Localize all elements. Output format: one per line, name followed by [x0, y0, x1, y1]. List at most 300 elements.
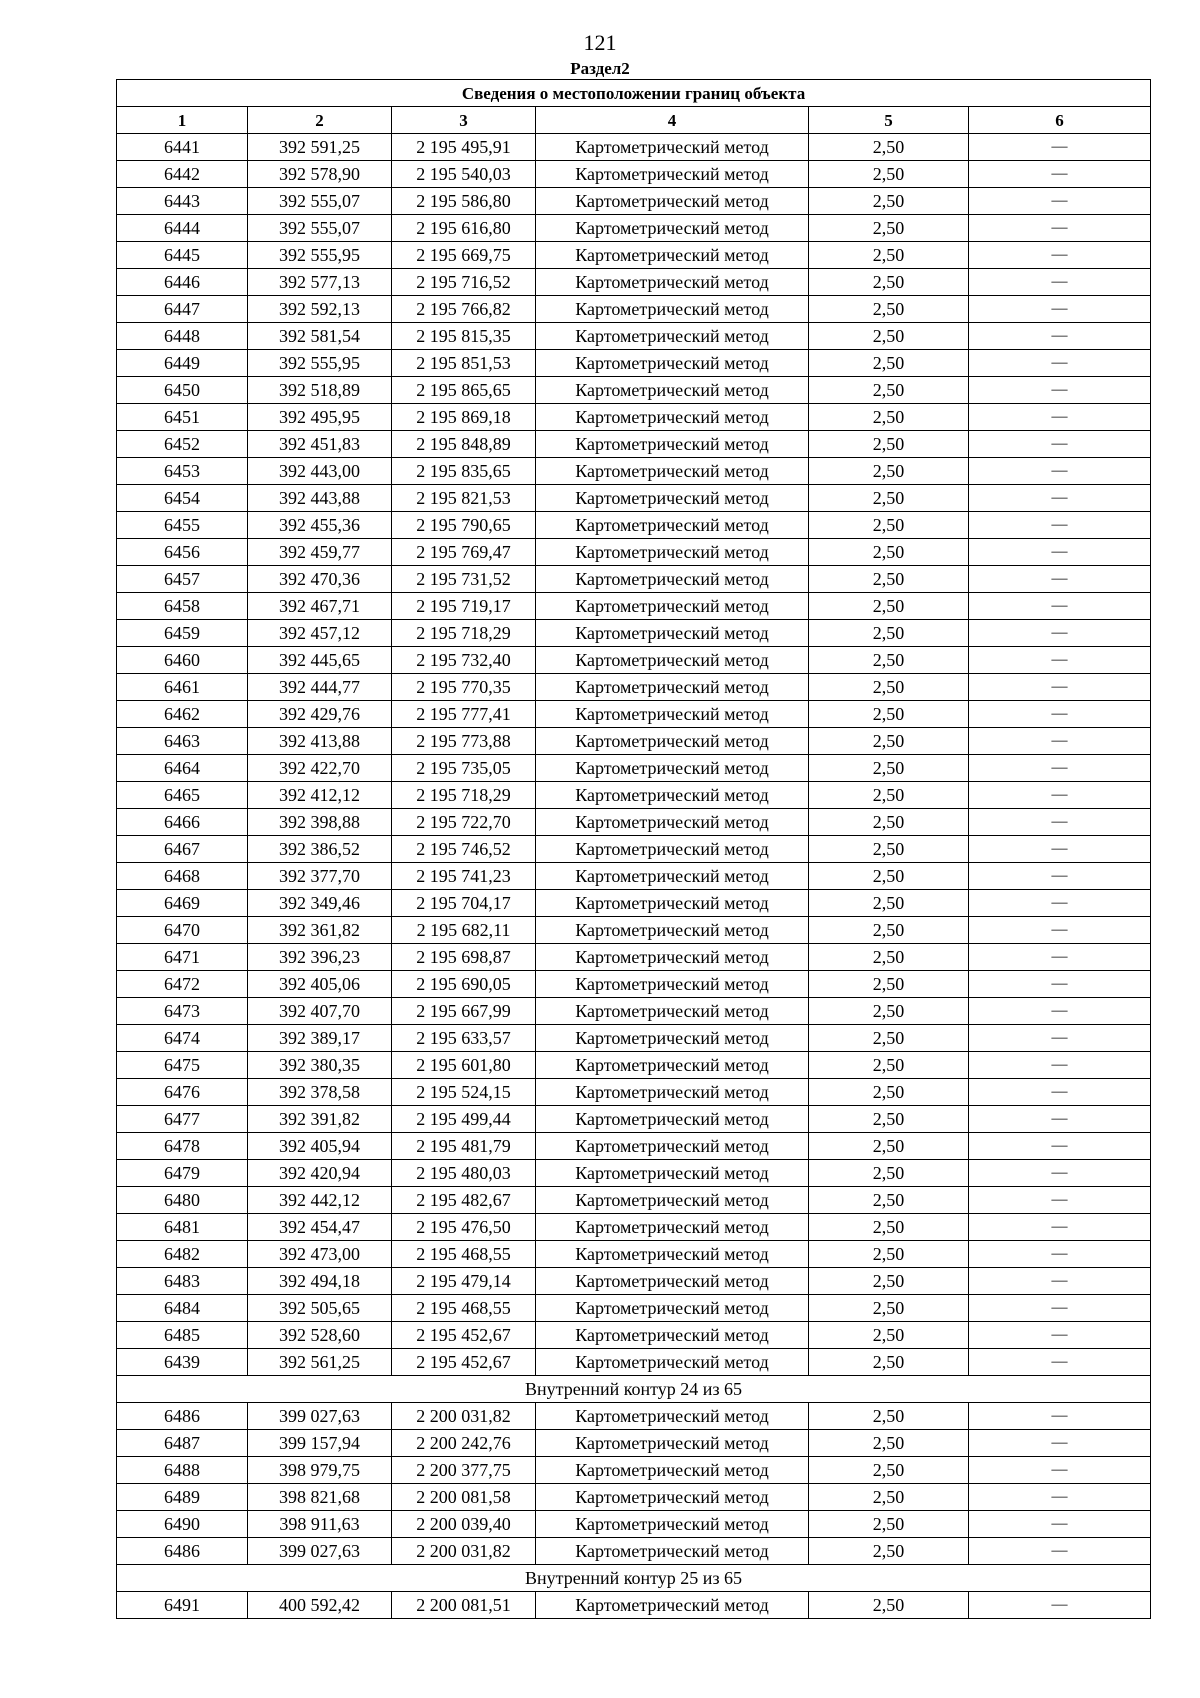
table-cell: 392 444,77 — [248, 674, 392, 701]
table-cell: Картометрический метод — [536, 1241, 809, 1268]
table-row — [117, 971, 1151, 998]
table-cell: 392 349,46 — [248, 890, 392, 917]
table-cell: 2 195 719,17 — [392, 593, 536, 620]
table-cell: 2,50 — [809, 1214, 969, 1241]
table-row — [117, 1349, 1151, 1376]
table-cell: 2 195 669,75 — [392, 242, 536, 269]
page-number: 121 — [583, 30, 617, 55]
table-row — [117, 593, 1151, 620]
table-cell: 6478 — [117, 1133, 248, 1160]
table-cell: 2,50 — [809, 1457, 969, 1484]
table-cell: Картометрический метод — [536, 809, 809, 836]
table-cell: 2 195 476,50 — [392, 1214, 536, 1241]
table-cell: 6448 — [117, 323, 248, 350]
table-row — [117, 917, 1151, 944]
table-cell: 2 195 848,89 — [392, 431, 536, 458]
table-row — [117, 890, 1151, 917]
table-cell: 6450 — [117, 377, 248, 404]
table-cell: Картометрический метод — [536, 242, 809, 269]
table-cell: — — [969, 269, 1151, 296]
table-cell: 2 195 731,52 — [392, 566, 536, 593]
table-cell: 2 195 722,70 — [392, 809, 536, 836]
table-caption-row — [117, 80, 1151, 107]
table-cell: 2,50 — [809, 917, 969, 944]
table-cell: 2 195 633,57 — [392, 1025, 536, 1052]
table-cell: 6467 — [117, 836, 248, 863]
table-cell: 392 592,13 — [248, 296, 392, 323]
column-header: 3 — [392, 107, 536, 134]
table-cell: Картометрический метод — [536, 1295, 809, 1322]
table-cell: 6446 — [117, 269, 248, 296]
table-cell: — — [969, 809, 1151, 836]
table-cell: 2,50 — [809, 755, 969, 782]
table-cell: Картометрический метод — [536, 1214, 809, 1241]
table-cell: 2,50 — [809, 1052, 969, 1079]
table-cell: 2,50 — [809, 971, 969, 998]
table-cell: Картометрический метод — [536, 1025, 809, 1052]
table-cell: 399 027,63 — [248, 1403, 392, 1430]
table-row — [117, 647, 1151, 674]
table-cell: — — [969, 1187, 1151, 1214]
table-row — [117, 1079, 1151, 1106]
table-cell: 2 195 586,80 — [392, 188, 536, 215]
table-row — [117, 1025, 1151, 1052]
table-cell: — — [969, 1484, 1151, 1511]
table-cell: 2 195 452,67 — [392, 1349, 536, 1376]
table-cell: 392 380,35 — [248, 1052, 392, 1079]
table-cell: Картометрический метод — [536, 1322, 809, 1349]
table-cell: 6461 — [117, 674, 248, 701]
table-row — [117, 512, 1151, 539]
table-row — [117, 188, 1151, 215]
table-cell: 2 195 716,52 — [392, 269, 536, 296]
table-cell: 392 422,70 — [248, 755, 392, 782]
table-cell: 392 429,76 — [248, 701, 392, 728]
table-row — [117, 1538, 1151, 1565]
table-cell: 6486 — [117, 1403, 248, 1430]
table-cell: 6472 — [117, 971, 248, 998]
table-cell: 6439 — [117, 1349, 248, 1376]
table-cell: 6451 — [117, 404, 248, 431]
table-row — [117, 1430, 1151, 1457]
table-cell: Картометрический метод — [536, 1133, 809, 1160]
table-cell: Картометрический метод — [536, 188, 809, 215]
table-cell: 6476 — [117, 1079, 248, 1106]
table-cell: — — [969, 1295, 1151, 1322]
table-cell: 2,50 — [809, 1106, 969, 1133]
table-cell: Картометрический метод — [536, 350, 809, 377]
table-cell: Картометрический метод — [536, 1160, 809, 1187]
table-cell: 6488 — [117, 1457, 248, 1484]
table-cell: — — [969, 1214, 1151, 1241]
table-cell: — — [969, 1511, 1151, 1538]
table-cell: 2 195 766,82 — [392, 296, 536, 323]
table-cell: 2,50 — [809, 269, 969, 296]
table-row — [117, 1268, 1151, 1295]
table-row — [117, 242, 1151, 269]
table-cell: Картометрический метод — [536, 782, 809, 809]
table-cell: Картометрический метод — [536, 593, 809, 620]
table-cell: 2 195 452,67 — [392, 1322, 536, 1349]
table-cell: 2,50 — [809, 863, 969, 890]
table-row — [117, 1133, 1151, 1160]
table-cell: 2 195 524,15 — [392, 1079, 536, 1106]
table-cell: Картометрический метод — [536, 485, 809, 512]
table-cell: 2,50 — [809, 674, 969, 701]
table-cell: 392 420,94 — [248, 1160, 392, 1187]
table-cell: — — [969, 134, 1151, 161]
table-row — [117, 836, 1151, 863]
table-cell: 2,50 — [809, 1160, 969, 1187]
table-row — [117, 701, 1151, 728]
table-cell: 6443 — [117, 188, 248, 215]
table-cell: 2 195 732,40 — [392, 647, 536, 674]
table-row — [117, 809, 1151, 836]
table-cell: 392 405,06 — [248, 971, 392, 998]
table-cell: 392 494,18 — [248, 1268, 392, 1295]
table-cell: 2 195 481,79 — [392, 1133, 536, 1160]
table-cell: — — [969, 566, 1151, 593]
table-cell: 6484 — [117, 1295, 248, 1322]
table-row — [117, 782, 1151, 809]
table-row — [117, 458, 1151, 485]
table-cell: Картометрический метод — [536, 674, 809, 701]
table-cell: 2 200 031,82 — [392, 1403, 536, 1430]
table-cell: 392 454,47 — [248, 1214, 392, 1241]
table-cell: 2,50 — [809, 566, 969, 593]
table-cell: 392 457,12 — [248, 620, 392, 647]
table-cell: 392 386,52 — [248, 836, 392, 863]
table-cell: 2,50 — [809, 1403, 969, 1430]
table-cell: 6453 — [117, 458, 248, 485]
table-cell: — — [969, 512, 1151, 539]
table-cell: 392 391,82 — [248, 1106, 392, 1133]
table-cell: Картометрический метод — [536, 404, 809, 431]
table-cell: 392 473,00 — [248, 1241, 392, 1268]
table-cell: 2 195 821,53 — [392, 485, 536, 512]
table-cell: 6462 — [117, 701, 248, 728]
table-cell: Картометрический метод — [536, 566, 809, 593]
table-row — [117, 998, 1151, 1025]
table-row — [117, 377, 1151, 404]
table-cell: 2 195 698,87 — [392, 944, 536, 971]
table-cell: 2,50 — [809, 431, 969, 458]
table-cell: 2 195 468,55 — [392, 1295, 536, 1322]
table-cell: 2 200 242,76 — [392, 1430, 536, 1457]
table-cell: — — [969, 620, 1151, 647]
table-cell: 392 451,83 — [248, 431, 392, 458]
table-cell: 392 443,00 — [248, 458, 392, 485]
table-cell: 2,50 — [809, 539, 969, 566]
table-row — [117, 944, 1151, 971]
table-cell: — — [969, 1268, 1151, 1295]
table-cell: 392 443,88 — [248, 485, 392, 512]
table-cell: 6449 — [117, 350, 248, 377]
table-cell: 2 195 601,80 — [392, 1052, 536, 1079]
table-cell: Картометрический метод — [536, 215, 809, 242]
table-cell: 2 195 690,05 — [392, 971, 536, 998]
table-cell: — — [969, 431, 1151, 458]
table-cell: — — [969, 782, 1151, 809]
table-row — [117, 404, 1151, 431]
table-cell: — — [969, 1430, 1151, 1457]
table-cell: 6455 — [117, 512, 248, 539]
table-cell: — — [969, 1025, 1151, 1052]
table-cell: 6457 — [117, 566, 248, 593]
table-cell: — — [969, 539, 1151, 566]
table-cell: 2,50 — [809, 296, 969, 323]
table-cell: 2 195 482,67 — [392, 1187, 536, 1214]
table-cell: 2,50 — [809, 404, 969, 431]
table-cell: 2 195 851,53 — [392, 350, 536, 377]
table-row — [117, 134, 1151, 161]
table-cell: Картометрический метод — [536, 1187, 809, 1214]
table-cell: Картометрический метод — [536, 1538, 809, 1565]
table-cell: 2 195 667,99 — [392, 998, 536, 1025]
table-cell: 2,50 — [809, 728, 969, 755]
table-cell: 6491 — [117, 1592, 248, 1619]
table-cell: 6481 — [117, 1214, 248, 1241]
table-row — [117, 1106, 1151, 1133]
table-cell: Картометрический метод — [536, 161, 809, 188]
table-row — [117, 1214, 1151, 1241]
contour-row — [117, 1376, 1151, 1403]
table-cell: 2 195 735,05 — [392, 755, 536, 782]
boundary-table — [116, 79, 1151, 1619]
table-cell: 392 561,25 — [248, 1349, 392, 1376]
table-cell: 392 518,89 — [248, 377, 392, 404]
table-cell: 392 442,12 — [248, 1187, 392, 1214]
table-cell: 2,50 — [809, 350, 969, 377]
column-header: 4 — [536, 107, 809, 134]
table-cell: — — [969, 323, 1151, 350]
table-cell: 2,50 — [809, 215, 969, 242]
table-cell: 2 195 769,47 — [392, 539, 536, 566]
table-cell: 6468 — [117, 863, 248, 890]
table-cell: Картометрический метод — [536, 458, 809, 485]
table-caption: Сведения о местоположении границ объекта — [117, 80, 1151, 107]
table-cell: 392 591,25 — [248, 134, 392, 161]
table-cell: 392 495,95 — [248, 404, 392, 431]
table-cell: 392 398,88 — [248, 809, 392, 836]
table-cell: — — [969, 188, 1151, 215]
table-cell: 6466 — [117, 809, 248, 836]
table-cell: — — [969, 377, 1151, 404]
table-cell: Картометрический метод — [536, 1511, 809, 1538]
table-cell: — — [969, 593, 1151, 620]
table-cell: — — [969, 674, 1151, 701]
table-cell: — — [969, 1160, 1151, 1187]
table-cell: 2 195 540,03 — [392, 161, 536, 188]
table-cell: — — [969, 755, 1151, 782]
table-cell: 2,50 — [809, 1295, 969, 1322]
table-cell: — — [969, 647, 1151, 674]
table-cell: 6452 — [117, 431, 248, 458]
contour-row — [117, 1565, 1151, 1592]
table-cell: 2 195 480,03 — [392, 1160, 536, 1187]
table-row — [117, 1295, 1151, 1322]
table-cell: Картометрический метод — [536, 431, 809, 458]
table-cell: — — [969, 728, 1151, 755]
table-row — [117, 1160, 1151, 1187]
table-cell: 2,50 — [809, 782, 969, 809]
table-cell: 399 157,94 — [248, 1430, 392, 1457]
table-cell: 2,50 — [809, 242, 969, 269]
table-row — [117, 1241, 1151, 1268]
table-cell: Картометрический метод — [536, 1403, 809, 1430]
table-cell: 6485 — [117, 1322, 248, 1349]
table-cell: 6447 — [117, 296, 248, 323]
table-cell: 398 821,68 — [248, 1484, 392, 1511]
table-row — [117, 728, 1151, 755]
contour-label: Внутренний контур 25 из 65 — [117, 1565, 1151, 1592]
table-cell: — — [969, 1241, 1151, 1268]
table-cell: — — [969, 998, 1151, 1025]
table-cell: 2 200 377,75 — [392, 1457, 536, 1484]
table-cell: 6487 — [117, 1430, 248, 1457]
table-cell: 2,50 — [809, 161, 969, 188]
table-cell: — — [969, 485, 1151, 512]
table-cell: 2,50 — [809, 647, 969, 674]
table-cell: — — [969, 296, 1151, 323]
table-row — [117, 566, 1151, 593]
table-cell: — — [969, 836, 1151, 863]
contour-label: Внутренний контур 24 из 65 — [117, 1376, 1151, 1403]
table-cell: 392 505,65 — [248, 1295, 392, 1322]
table-cell: Картометрический метод — [536, 1106, 809, 1133]
table-cell: 6469 — [117, 890, 248, 917]
table-cell: Картометрический метод — [536, 1592, 809, 1619]
table-cell: 392 377,70 — [248, 863, 392, 890]
table-cell: 2,50 — [809, 1241, 969, 1268]
table-cell: 2 200 039,40 — [392, 1511, 536, 1538]
column-header: 6 — [969, 107, 1151, 134]
table-body — [117, 80, 1151, 1619]
table-cell: 2,50 — [809, 1322, 969, 1349]
table-cell: 6470 — [117, 917, 248, 944]
table-cell: 392 378,58 — [248, 1079, 392, 1106]
table-cell: 2,50 — [809, 836, 969, 863]
table-row — [117, 269, 1151, 296]
table-cell: 6441 — [117, 134, 248, 161]
table-cell: 2 195 746,52 — [392, 836, 536, 863]
table-cell: 400 592,42 — [248, 1592, 392, 1619]
table-cell: Картометрический метод — [536, 836, 809, 863]
table-cell: Картометрический метод — [536, 728, 809, 755]
table-cell: 6459 — [117, 620, 248, 647]
table-cell: 392 396,23 — [248, 944, 392, 971]
table-cell: 399 027,63 — [248, 1538, 392, 1565]
table-row — [117, 485, 1151, 512]
table-row — [117, 296, 1151, 323]
table-cell: Картометрический метод — [536, 269, 809, 296]
table-cell: 2,50 — [809, 134, 969, 161]
table-cell: 6442 — [117, 161, 248, 188]
table-cell: 2 195 718,29 — [392, 782, 536, 809]
table-cell: Картометрический метод — [536, 971, 809, 998]
table-cell: 2,50 — [809, 1079, 969, 1106]
table-cell: 392 555,07 — [248, 215, 392, 242]
table-cell: 398 911,63 — [248, 1511, 392, 1538]
table-row — [117, 350, 1151, 377]
table-cell: 2,50 — [809, 1484, 969, 1511]
table-cell: 2 195 479,14 — [392, 1268, 536, 1295]
table-row — [117, 1403, 1151, 1430]
table-cell: 2 195 790,65 — [392, 512, 536, 539]
table-cell: — — [969, 1079, 1151, 1106]
table-cell: 2 200 031,82 — [392, 1538, 536, 1565]
table-cell: 2,50 — [809, 458, 969, 485]
table-cell: 392 555,95 — [248, 242, 392, 269]
table-cell: 2 195 770,35 — [392, 674, 536, 701]
table-cell: 2,50 — [809, 1187, 969, 1214]
table-cell: Картометрический метод — [536, 998, 809, 1025]
table-cell: 2,50 — [809, 1349, 969, 1376]
table-cell: 2,50 — [809, 1592, 969, 1619]
table-cell: 2 195 616,80 — [392, 215, 536, 242]
table-cell: 2 195 835,65 — [392, 458, 536, 485]
table-cell: 392 578,90 — [248, 161, 392, 188]
table-cell: 6475 — [117, 1052, 248, 1079]
table-cell: 6477 — [117, 1106, 248, 1133]
table-cell: 2,50 — [809, 890, 969, 917]
table-cell: 6458 — [117, 593, 248, 620]
table-cell: Картометрический метод — [536, 134, 809, 161]
table-cell: Картометрический метод — [536, 1268, 809, 1295]
table-cell: — — [969, 350, 1151, 377]
table-cell: 392 470,36 — [248, 566, 392, 593]
table-cell: 6489 — [117, 1484, 248, 1511]
table-cell: 2,50 — [809, 1511, 969, 1538]
table-row — [117, 1187, 1151, 1214]
table-cell: 6465 — [117, 782, 248, 809]
table-cell: 2 195 777,41 — [392, 701, 536, 728]
table-cell: 2,50 — [809, 620, 969, 647]
table-cell: 2 195 815,35 — [392, 323, 536, 350]
table-cell: — — [969, 1052, 1151, 1079]
table-cell: — — [969, 1322, 1151, 1349]
table-cell: 6456 — [117, 539, 248, 566]
table-cell: Картометрический метод — [536, 323, 809, 350]
table-cell: 2,50 — [809, 998, 969, 1025]
table-cell: — — [969, 863, 1151, 890]
table-cell: 392 413,88 — [248, 728, 392, 755]
table-row — [117, 539, 1151, 566]
table-cell: 2 195 741,23 — [392, 863, 536, 890]
table-cell: 6490 — [117, 1511, 248, 1538]
table-cell: 2,50 — [809, 377, 969, 404]
table-cell: 2,50 — [809, 1538, 969, 1565]
table-cell: 2 195 869,18 — [392, 404, 536, 431]
table-cell: Картометрический метод — [536, 377, 809, 404]
column-header: 1 — [117, 107, 248, 134]
table-cell: 392 528,60 — [248, 1322, 392, 1349]
table-cell: 398 979,75 — [248, 1457, 392, 1484]
table-cell: 2,50 — [809, 809, 969, 836]
table-cell: 2 195 773,88 — [392, 728, 536, 755]
table-cell: 2,50 — [809, 1133, 969, 1160]
table-row — [117, 755, 1151, 782]
table-cell: Картометрический метод — [536, 1079, 809, 1106]
section-title: Раздел2 — [570, 59, 630, 78]
table-row — [117, 1511, 1151, 1538]
table-cell: Картометрический метод — [536, 863, 809, 890]
table-cell: 2 195 682,11 — [392, 917, 536, 944]
table-cell: 6479 — [117, 1160, 248, 1187]
table-cell: 6482 — [117, 1241, 248, 1268]
table-cell: — — [969, 890, 1151, 917]
table-row — [117, 863, 1151, 890]
